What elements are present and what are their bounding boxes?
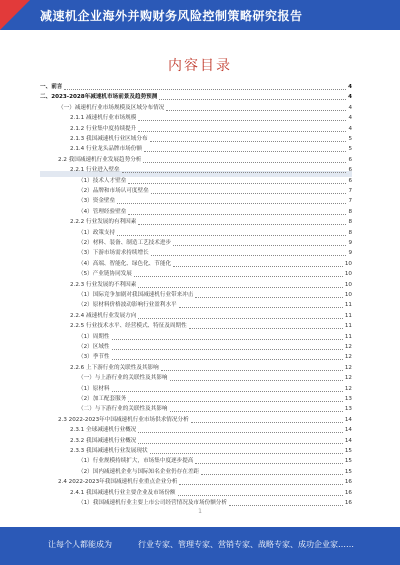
toc-entry-page: 11 <box>344 302 352 309</box>
toc-entry-page: 4 <box>348 125 352 132</box>
toc-leader-dots <box>112 391 343 392</box>
toc-entry-text: （3）下游市场需求持续增长 <box>78 250 149 257</box>
toc-entry-page: 5 <box>348 146 352 153</box>
toc-leader-dots <box>138 432 343 433</box>
toc-entry[interactable] <box>40 405 352 414</box>
toc-entry-text: （5）产业链协同发展 <box>78 271 132 278</box>
toc-leader-dots <box>191 422 343 423</box>
toc-leader-dots <box>138 120 346 121</box>
toc-entry-text: 2.4.1 我国减速机行业主要企业及市场份额 <box>70 489 176 496</box>
toc-leader-dots <box>138 443 343 444</box>
toc-leader-dots <box>138 224 346 225</box>
toc-entry[interactable] <box>40 270 352 279</box>
toc-entry[interactable] <box>40 260 352 269</box>
toc-entry-page: 16 <box>344 479 352 486</box>
toc-entry-text: 2.1.2 行业集中度持续提升 <box>70 125 137 132</box>
toc-entry-text: 2.2.3 行业发展的不利因素 <box>70 281 137 288</box>
toc-leader-dots <box>112 359 343 360</box>
toc-entry[interactable] <box>40 385 352 394</box>
toc-leader-dots <box>122 172 347 173</box>
toc-entry-text: （1）行业规模持续扩大，市场集中度逐步提高 <box>78 458 194 465</box>
toc-entry-page: 12 <box>344 385 352 392</box>
toc-entry[interactable] <box>40 166 352 175</box>
toc-leader-dots <box>138 287 343 288</box>
toc-entry-page: 7 <box>348 198 352 205</box>
toc-entry[interactable] <box>40 239 352 248</box>
toc-entry-text: （2）区域性 <box>78 344 110 350</box>
toc-entry-text: （2）品牌和市场认可度壁垒 <box>78 188 149 194</box>
toc-entry-text: （1）国际竞争加剧对我国减速机行业带来冲击 <box>78 292 194 298</box>
toc-leader-dots <box>195 297 342 298</box>
toc-entry-text: （4）管理经验壁垒 <box>78 208 127 215</box>
toc-entry-text: 2.3.3 我国减速机行业发展现状 <box>70 448 148 454</box>
report-footer <box>0 527 400 565</box>
toc-entry[interactable] <box>40 104 352 113</box>
toc-entry-page: 4 <box>348 94 352 101</box>
toc-leader-dots <box>128 214 346 215</box>
toc-entry-text: （一）与上游行业的关联性及其影响 <box>78 375 168 382</box>
toc-leader-dots <box>179 307 343 308</box>
toc-leader-dots <box>144 151 346 152</box>
toc-entry-text: （1）技术人才壁垒 <box>78 177 127 184</box>
toc-entry-page: 7 <box>348 188 352 194</box>
toc-leader-dots <box>170 411 343 412</box>
toc-entry[interactable] <box>40 197 352 206</box>
toc-leader-dots <box>179 484 342 485</box>
toc-entry-text: 2.3.2 我国减速机行业概况 <box>70 437 137 444</box>
toc-entry-text: （4）高端、智能化、绿色化、节能化 <box>78 260 172 267</box>
toc-entry-page: 8 <box>348 229 352 236</box>
toc-leader-dots <box>151 255 347 256</box>
toc-entry-text: 2.3 2022-2023年中国减速机行业市场供求情况分析 <box>58 416 189 423</box>
toc-leader-dots <box>112 349 343 350</box>
toc-entry-page: 4 <box>348 84 352 90</box>
toc-entry-text: （1）原材料 <box>78 385 110 392</box>
toc-leader-dots <box>117 203 346 204</box>
toc-entry-text: （2）加工配套服务 <box>78 396 127 402</box>
toc-leader-dots <box>189 328 343 329</box>
toc-entry-page: 15 <box>344 468 352 475</box>
toc-entry[interactable] <box>40 322 352 331</box>
toc-leader-dots <box>201 474 343 475</box>
toc-entry[interactable] <box>40 229 352 238</box>
toc-entry-text: 2.1.3 我国减速机行业区域分布 <box>70 136 148 142</box>
toc-entry-page: 8 <box>348 208 352 215</box>
toc-entry[interactable] <box>40 499 352 508</box>
toc-entry[interactable] <box>40 437 352 446</box>
toc-entry[interactable] <box>40 312 352 321</box>
toc-leader-dots <box>159 99 346 100</box>
footer-slogan: 让每个人都能成为 <box>48 540 112 549</box>
toc-leader-dots <box>170 380 343 381</box>
toc-entry[interactable] <box>40 281 352 290</box>
toc-entry-page: 4 <box>348 104 352 111</box>
toc-entry-text: 2.2 我国减速机行业发展趋势分析 <box>58 156 142 163</box>
toc-leader-dots <box>150 453 343 454</box>
toc-entry-page: 9 <box>348 240 352 246</box>
toc-entry[interactable] <box>40 249 352 258</box>
toc-entry-text: 2.1.1 减速机行业市场规模 <box>70 115 137 122</box>
toc-entry-page: 11 <box>344 323 352 330</box>
toc-entry[interactable] <box>40 218 352 227</box>
toc-entry[interactable] <box>40 426 352 435</box>
toc-leader-dots <box>112 339 343 340</box>
toc-entry[interactable] <box>40 291 352 300</box>
toc-entry-page: 11 <box>344 333 352 340</box>
toc-leader-dots <box>161 370 343 371</box>
toc-entry-page: 14 <box>344 416 352 423</box>
toc-entry[interactable] <box>40 478 352 487</box>
toc-entry-page: 10 <box>344 271 352 278</box>
toc-entry[interactable] <box>40 301 352 310</box>
toc-leader-dots <box>138 131 346 132</box>
toc-entry-page: 9 <box>348 250 352 257</box>
toc-entry-text: （二）与下游行业的关联性及其影响 <box>78 406 168 413</box>
toc-entry-text: 一、前言 <box>40 84 63 90</box>
toc-entry-page: 16 <box>344 500 352 506</box>
toc-entry[interactable] <box>40 468 352 477</box>
toc-leader-dots <box>178 495 343 496</box>
toc-entry-text: 2.2.6 上下游行业的关联性及其影响 <box>70 364 159 371</box>
toc-entry[interactable] <box>40 156 352 165</box>
toc-entry[interactable] <box>40 364 352 373</box>
toc-entry-text: 2.2.5 行业技术水平、经营模式、特征及周期性 <box>70 323 187 330</box>
toc-leader-dots <box>138 318 343 319</box>
footer-tagline: 行业专家、管理专家、营销专家、战略专家、成功企业家…… <box>138 540 354 549</box>
toc-entry[interactable] <box>40 416 352 425</box>
toc-leader-dots <box>166 110 346 111</box>
toc-entry-text: （一）减速机行业市场规模及区域分布情况 <box>58 104 165 111</box>
toc-entry-page: 5 <box>348 136 352 142</box>
toc-entry-text: （3）资金壁垒 <box>78 198 116 205</box>
toc-entry-page: 6 <box>348 167 352 174</box>
toc-entry-page: 16 <box>344 489 352 496</box>
toc-entry-page: 8 <box>348 219 352 226</box>
toc-leader-dots <box>150 141 347 142</box>
toc-entry-page: 10 <box>344 292 352 298</box>
toc-entry-page: 14 <box>344 427 352 434</box>
toc-heading: 内容目录 <box>168 58 232 74</box>
toc-entry[interactable] <box>40 395 352 404</box>
toc-leader-dots <box>128 401 343 402</box>
toc-entry-page: 13 <box>344 406 352 413</box>
toc-leader-dots <box>195 463 342 464</box>
toc-entry-page: 4 <box>348 115 352 122</box>
toc-entry-page: 10 <box>344 260 352 267</box>
toc-entry-page: 14 <box>344 437 352 444</box>
toc-entry[interactable] <box>40 208 352 217</box>
toc-entry-page: 6 <box>348 177 352 184</box>
toc-entry[interactable] <box>40 489 352 498</box>
toc-entry[interactable] <box>40 374 352 383</box>
toc-leader-dots <box>134 276 343 277</box>
toc-entry-text: （2）材料、装备、制造工艺技术进步 <box>78 240 172 246</box>
toc-entry-text: （1）我国减速机行业主要上市公司经营情况及市场份额分析 <box>78 500 227 506</box>
toc-leader-dots <box>128 183 346 184</box>
toc-entry-text: 2.3.1 全球减速机行业概况 <box>70 427 137 434</box>
toc-entry-page: 12 <box>344 354 352 361</box>
toc-leader-dots <box>64 89 346 90</box>
toc-leader-dots <box>143 162 346 163</box>
toc-entry-text: 2.2.2 行业发展的有利因素 <box>70 219 137 226</box>
toc-entry-page: 13 <box>344 396 352 402</box>
toc-entry[interactable] <box>40 135 352 144</box>
toc-entry-page: 10 <box>344 281 352 288</box>
toc-entry-text: （1）政策支持 <box>78 229 116 236</box>
toc-entry-text: （2）原材料价格波动影响行业盈利水平 <box>78 302 177 309</box>
toc-leader-dots <box>173 266 343 267</box>
toc-entry-text: （2）国内减速机企业与国际知名企业仍存在差距 <box>78 468 200 475</box>
toc-entry-text: 2.2.4 减速机行业发展方向 <box>70 312 137 319</box>
report-header <box>0 0 400 30</box>
toc-entry[interactable] <box>40 125 352 134</box>
toc-entry-page: 15 <box>344 448 352 454</box>
toc-entry[interactable] <box>40 343 352 352</box>
toc-entry[interactable] <box>40 177 352 186</box>
toc-entry[interactable] <box>40 447 352 456</box>
toc-entry-text: （3）季节性 <box>78 354 110 361</box>
toc-entry-text: （1）周期性 <box>78 333 110 340</box>
toc-entry[interactable] <box>40 353 352 362</box>
toc-entry[interactable] <box>40 145 352 154</box>
toc-leader-dots <box>173 245 346 246</box>
toc-entry[interactable] <box>40 114 352 123</box>
toc-entry-page: 12 <box>344 375 352 382</box>
table-of-contents <box>40 83 352 523</box>
toc-entry-page: 11 <box>344 312 352 319</box>
toc-entry[interactable] <box>40 457 352 466</box>
toc-entry-page: 6 <box>348 156 352 163</box>
toc-entry[interactable] <box>40 83 352 92</box>
toc-leader-dots <box>151 193 347 194</box>
toc-entry-page: 12 <box>344 344 352 350</box>
toc-entry[interactable] <box>40 333 352 342</box>
toc-entry[interactable] <box>40 93 352 102</box>
report-title: 减速机企业海外并购财务风险控制策略研究报告 <box>40 9 303 23</box>
toc-entry-text: 二、2023-2028年减速机市场前景及趋势预测 <box>40 94 158 101</box>
toc-entry[interactable] <box>40 187 352 196</box>
toc-entry-text: 2.4 2022-2023年我国减速机行业重点企业分析 <box>58 479 178 486</box>
toc-entry-page: 15 <box>344 458 352 465</box>
toc-leader-dots <box>117 235 346 236</box>
toc-entry-page: 12 <box>344 364 352 371</box>
header-corner-decoration <box>0 0 30 30</box>
toc-leader-dots <box>229 505 343 506</box>
toc-entry-text: 2.2.1 行业进入壁垒 <box>70 167 120 174</box>
toc-entry-text: 2.1.4 行业龙头品牌市场份额 <box>70 146 142 153</box>
page-number: 1 <box>198 508 202 515</box>
